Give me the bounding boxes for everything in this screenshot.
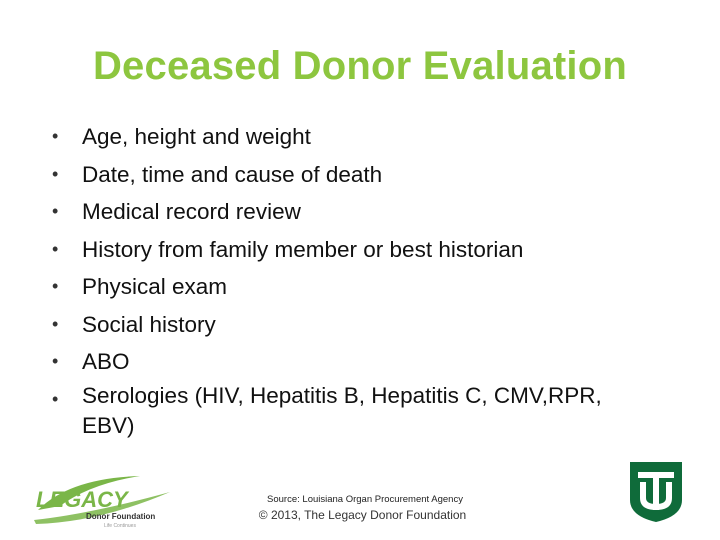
legacy-wordmark: LEGACY [36, 487, 128, 512]
bullet-item [52, 268, 702, 306]
bullet-item [52, 193, 702, 231]
bullet-item [52, 118, 702, 156]
slide-title: Deceased Donor Evaluation [92, 44, 628, 88]
bullet-dot: • [52, 276, 59, 296]
bullet-item [52, 381, 702, 441]
bullet-item [52, 343, 702, 381]
bullet-text: Social history [82, 311, 216, 337]
legacy-subtitle: Donor Foundation [86, 512, 156, 521]
bullet-item [52, 231, 702, 269]
bullet-text: ABO [82, 349, 130, 374]
bullet-text-continued: EBV) [82, 412, 135, 438]
bullet-text: Age, height and weight [82, 124, 311, 149]
legacy-donor-foundation-logo [30, 470, 180, 530]
tulane-tu-shield-icon [626, 460, 686, 524]
bullet-item [52, 306, 702, 344]
bullet-dot: • [52, 351, 59, 371]
bullet-dot: • [52, 126, 59, 146]
legacy-tagline: Life Continues [104, 523, 136, 529]
bullet-text: Medical record review [82, 199, 301, 224]
bullet-text: Serologies (HIV, Hepatitis B, Hepatitis C, CMV,RPR, [82, 382, 602, 408]
bullet-dot: • [52, 163, 59, 184]
bullet-list [52, 118, 702, 441]
bullet-text: Physical exam [82, 274, 228, 299]
bullet-text: History from family member or best historian [82, 236, 524, 262]
bullet-dot: • [52, 313, 59, 334]
bullet-dot: • [52, 201, 59, 221]
copyright-note: © 2013, The Legacy Donor Foundation [258, 508, 467, 522]
bullet-dot: • [52, 238, 59, 259]
source-note: Source: Louisiana Organ Procurement Agency [267, 494, 463, 505]
bullet-dot: • [52, 388, 59, 409]
bullet-item [52, 156, 702, 194]
bullet-text: Date, time and cause of death [82, 161, 383, 187]
